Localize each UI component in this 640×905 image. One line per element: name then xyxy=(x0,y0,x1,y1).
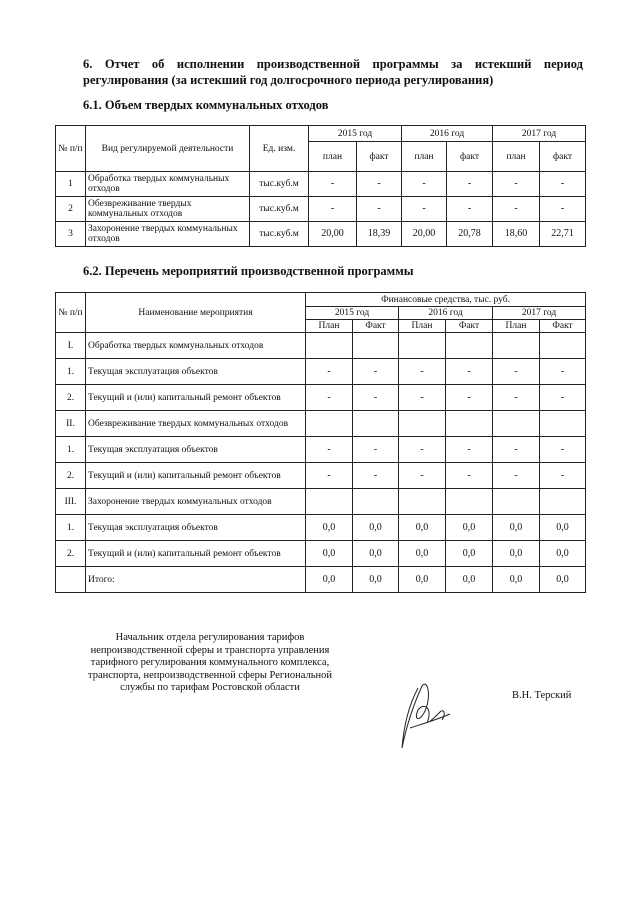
position-line: Начальник отдела регулирования тарифов xyxy=(115,632,305,643)
table1-header-fact: факт xyxy=(540,142,586,172)
cell-value: 0,0 xyxy=(493,541,540,567)
cell-value: - xyxy=(357,197,402,222)
row-name: Текущий и (или) капитальный ремонт объектов xyxy=(86,463,306,489)
table1-header-plan: план xyxy=(309,142,357,172)
table-row xyxy=(56,172,586,197)
cell-value: 0,0 xyxy=(446,541,493,567)
cell-value: - xyxy=(540,385,586,411)
table2-heading: 6.2. Перечень мероприятий производственной программы xyxy=(83,264,414,278)
cell-value: 0,0 xyxy=(540,515,586,541)
row-name: Обработка твердых коммунальных отходов xyxy=(86,333,306,359)
cell-value: 0,0 xyxy=(306,567,353,593)
signature-stroke xyxy=(402,684,450,748)
row-no: 1. xyxy=(56,437,86,463)
table1-header-year: 2015 год xyxy=(309,126,402,142)
row-no: 2. xyxy=(56,463,86,489)
cell-value: - xyxy=(306,437,353,463)
table-row xyxy=(56,197,586,222)
cell-value xyxy=(493,411,540,437)
cell-value: - xyxy=(353,463,399,489)
table-row xyxy=(56,359,586,385)
cell-value: - xyxy=(540,359,586,385)
cell-value: - xyxy=(493,359,540,385)
row-unit: тыс.куб.м xyxy=(250,172,309,197)
row-name: Итого: xyxy=(86,567,306,593)
cell-value: 0,0 xyxy=(399,567,446,593)
row-no: I. xyxy=(56,333,86,359)
table2-header-year: 2017 год xyxy=(493,307,586,320)
position-line: тарифного регулирования коммунального комплекса, xyxy=(90,657,330,668)
cell-value xyxy=(399,411,446,437)
row-no xyxy=(56,567,86,593)
cell-value xyxy=(399,333,446,359)
row-no: 1. xyxy=(56,515,86,541)
cell-value xyxy=(446,411,493,437)
cell-value: - xyxy=(353,385,399,411)
table2-header-year: 2015 год xyxy=(306,307,399,320)
cell-value: - xyxy=(493,197,540,222)
table2-header-plan: План xyxy=(399,320,446,333)
cell-value: - xyxy=(447,197,493,222)
row-no: 2. xyxy=(56,541,86,567)
cell-value: 0,0 xyxy=(353,567,399,593)
section-title-line1: 6. Отчет об исполнении производственной программы за истекший период xyxy=(83,57,583,71)
cell-value: - xyxy=(402,172,447,197)
row-unit: тыс.куб.м xyxy=(250,222,309,247)
row-name: Текущая эксплуатация объектов xyxy=(86,515,306,541)
signer-name: В.Н. Терский xyxy=(512,690,572,701)
table-row xyxy=(56,385,586,411)
section-title xyxy=(83,56,583,88)
cell-value xyxy=(353,411,399,437)
cell-value: - xyxy=(446,463,493,489)
cell-value: - xyxy=(353,359,399,385)
cell-value: 20,00 xyxy=(309,222,357,247)
table-row xyxy=(56,489,586,515)
cell-value xyxy=(493,333,540,359)
cell-value xyxy=(446,333,493,359)
table-row xyxy=(56,515,586,541)
cell-value: - xyxy=(540,437,586,463)
cell-value: 20,00 xyxy=(402,222,447,247)
row-no: 1. xyxy=(56,359,86,385)
row-no: 2. xyxy=(56,385,86,411)
table1-header-year: 2017 год xyxy=(493,126,586,142)
cell-value: 0,0 xyxy=(540,541,586,567)
cell-value xyxy=(540,333,586,359)
cell-value: 0,0 xyxy=(493,515,540,541)
row-name: Обезвреживание твердых коммунальных отходов xyxy=(86,197,250,222)
cell-value: - xyxy=(446,359,493,385)
table2-header-finance: Финансовые средства, тыс. руб. xyxy=(306,293,586,307)
signature-image xyxy=(388,668,458,758)
cell-value: - xyxy=(399,437,446,463)
cell-value: - xyxy=(399,385,446,411)
cell-value xyxy=(306,489,353,515)
cell-value: - xyxy=(493,385,540,411)
cell-value: 0,0 xyxy=(399,541,446,567)
cell-value: - xyxy=(540,197,586,222)
cell-value xyxy=(353,333,399,359)
table-row-total xyxy=(56,567,586,593)
cell-value: - xyxy=(309,172,357,197)
row-name: Текущая эксплуатация объектов xyxy=(86,359,306,385)
table2-header-fact: Факт xyxy=(540,320,586,333)
table-row xyxy=(56,437,586,463)
table-row xyxy=(56,333,586,359)
table1-header-unit: Ед. изм. xyxy=(250,126,309,172)
table1-header-activity: Вид регулируемой деятельности xyxy=(86,126,250,172)
cell-value: 18,60 xyxy=(493,222,540,247)
row-name: Обработка твердых коммунальных отходов xyxy=(86,172,250,197)
cell-value: 22,71 xyxy=(540,222,586,247)
cell-value: 0,0 xyxy=(306,515,353,541)
row-name: Текущий и (или) капитальный ремонт объектов xyxy=(86,385,306,411)
cell-value: - xyxy=(493,172,540,197)
row-no: 2 xyxy=(56,197,86,222)
cell-value xyxy=(493,489,540,515)
table1-header-fact: факт xyxy=(357,142,402,172)
table1 xyxy=(55,125,586,247)
cell-value: - xyxy=(399,359,446,385)
row-no: 3 xyxy=(56,222,86,247)
row-name: Текущий и (или) капитальный ремонт объектов xyxy=(86,541,306,567)
cell-value: 0,0 xyxy=(306,541,353,567)
table1-heading: 6.1. Объем твердых коммунальных отходов xyxy=(83,98,329,112)
cell-value: - xyxy=(306,359,353,385)
cell-value: - xyxy=(399,463,446,489)
table2-header-plan: План xyxy=(493,320,540,333)
cell-value: - xyxy=(447,172,493,197)
cell-value: - xyxy=(357,172,402,197)
row-name: Текущая эксплуатация объектов xyxy=(86,437,306,463)
table-row xyxy=(56,541,586,567)
row-no: III. xyxy=(56,489,86,515)
section-title-line2: регулирования (за истекший год долгосрочного периода регулирования) xyxy=(83,73,494,87)
cell-value xyxy=(540,411,586,437)
signer-position xyxy=(60,632,360,695)
cell-value: - xyxy=(309,197,357,222)
cell-value: 20,78 xyxy=(447,222,493,247)
cell-value: - xyxy=(306,463,353,489)
table1-header-fact: факт xyxy=(447,142,493,172)
table1-header-year: 2016 год xyxy=(402,126,493,142)
table2-header-fact: Факт xyxy=(446,320,493,333)
cell-value xyxy=(446,489,493,515)
cell-value: - xyxy=(446,385,493,411)
position-line: службы по тарифам Ростовской области xyxy=(120,682,300,693)
row-name: Захоронение твердых коммунальных отходов xyxy=(86,489,306,515)
table2-header-no: № п/п xyxy=(56,293,86,333)
table1-header-plan: план xyxy=(402,142,447,172)
row-unit: тыс.куб.м xyxy=(250,197,309,222)
cell-value: - xyxy=(353,437,399,463)
cell-value xyxy=(306,333,353,359)
table2-header-fact: Факт xyxy=(353,320,399,333)
table2 xyxy=(55,292,586,593)
table2-header-name: Наименование мероприятия xyxy=(86,293,306,333)
cell-value: - xyxy=(493,437,540,463)
cell-value: 0,0 xyxy=(353,515,399,541)
row-name: Обезвреживание твердых коммунальных отходов xyxy=(86,411,306,437)
table2-header-year: 2016 год xyxy=(399,307,493,320)
row-no: 1 xyxy=(56,172,86,197)
table1-header-no: № п/п xyxy=(56,126,86,172)
cell-value: 0,0 xyxy=(493,567,540,593)
cell-value: - xyxy=(493,463,540,489)
table-row xyxy=(56,222,586,247)
table1-header-plan: план xyxy=(493,142,540,172)
position-line: транспорта, непроизводственной сферы Региональной xyxy=(87,669,332,681)
cell-value xyxy=(399,489,446,515)
cell-value: 0,0 xyxy=(540,567,586,593)
table2-header-plan: План xyxy=(306,320,353,333)
cell-value: 0,0 xyxy=(399,515,446,541)
cell-value: - xyxy=(540,172,586,197)
cell-value: 0,0 xyxy=(353,541,399,567)
cell-value: 0,0 xyxy=(446,515,493,541)
cell-value: - xyxy=(306,385,353,411)
cell-value: 18,39 xyxy=(357,222,402,247)
position-line: непроизводственной сферы и транспорта управления xyxy=(90,644,330,656)
cell-value: 0,0 xyxy=(446,567,493,593)
row-name: Захоронение твердых коммунальных отходов xyxy=(86,222,250,247)
cell-value xyxy=(540,489,586,515)
row-no: II. xyxy=(56,411,86,437)
cell-value: - xyxy=(540,463,586,489)
cell-value xyxy=(353,489,399,515)
table-row xyxy=(56,463,586,489)
cell-value xyxy=(306,411,353,437)
table-row xyxy=(56,411,586,437)
cell-value: - xyxy=(402,197,447,222)
cell-value: - xyxy=(446,437,493,463)
